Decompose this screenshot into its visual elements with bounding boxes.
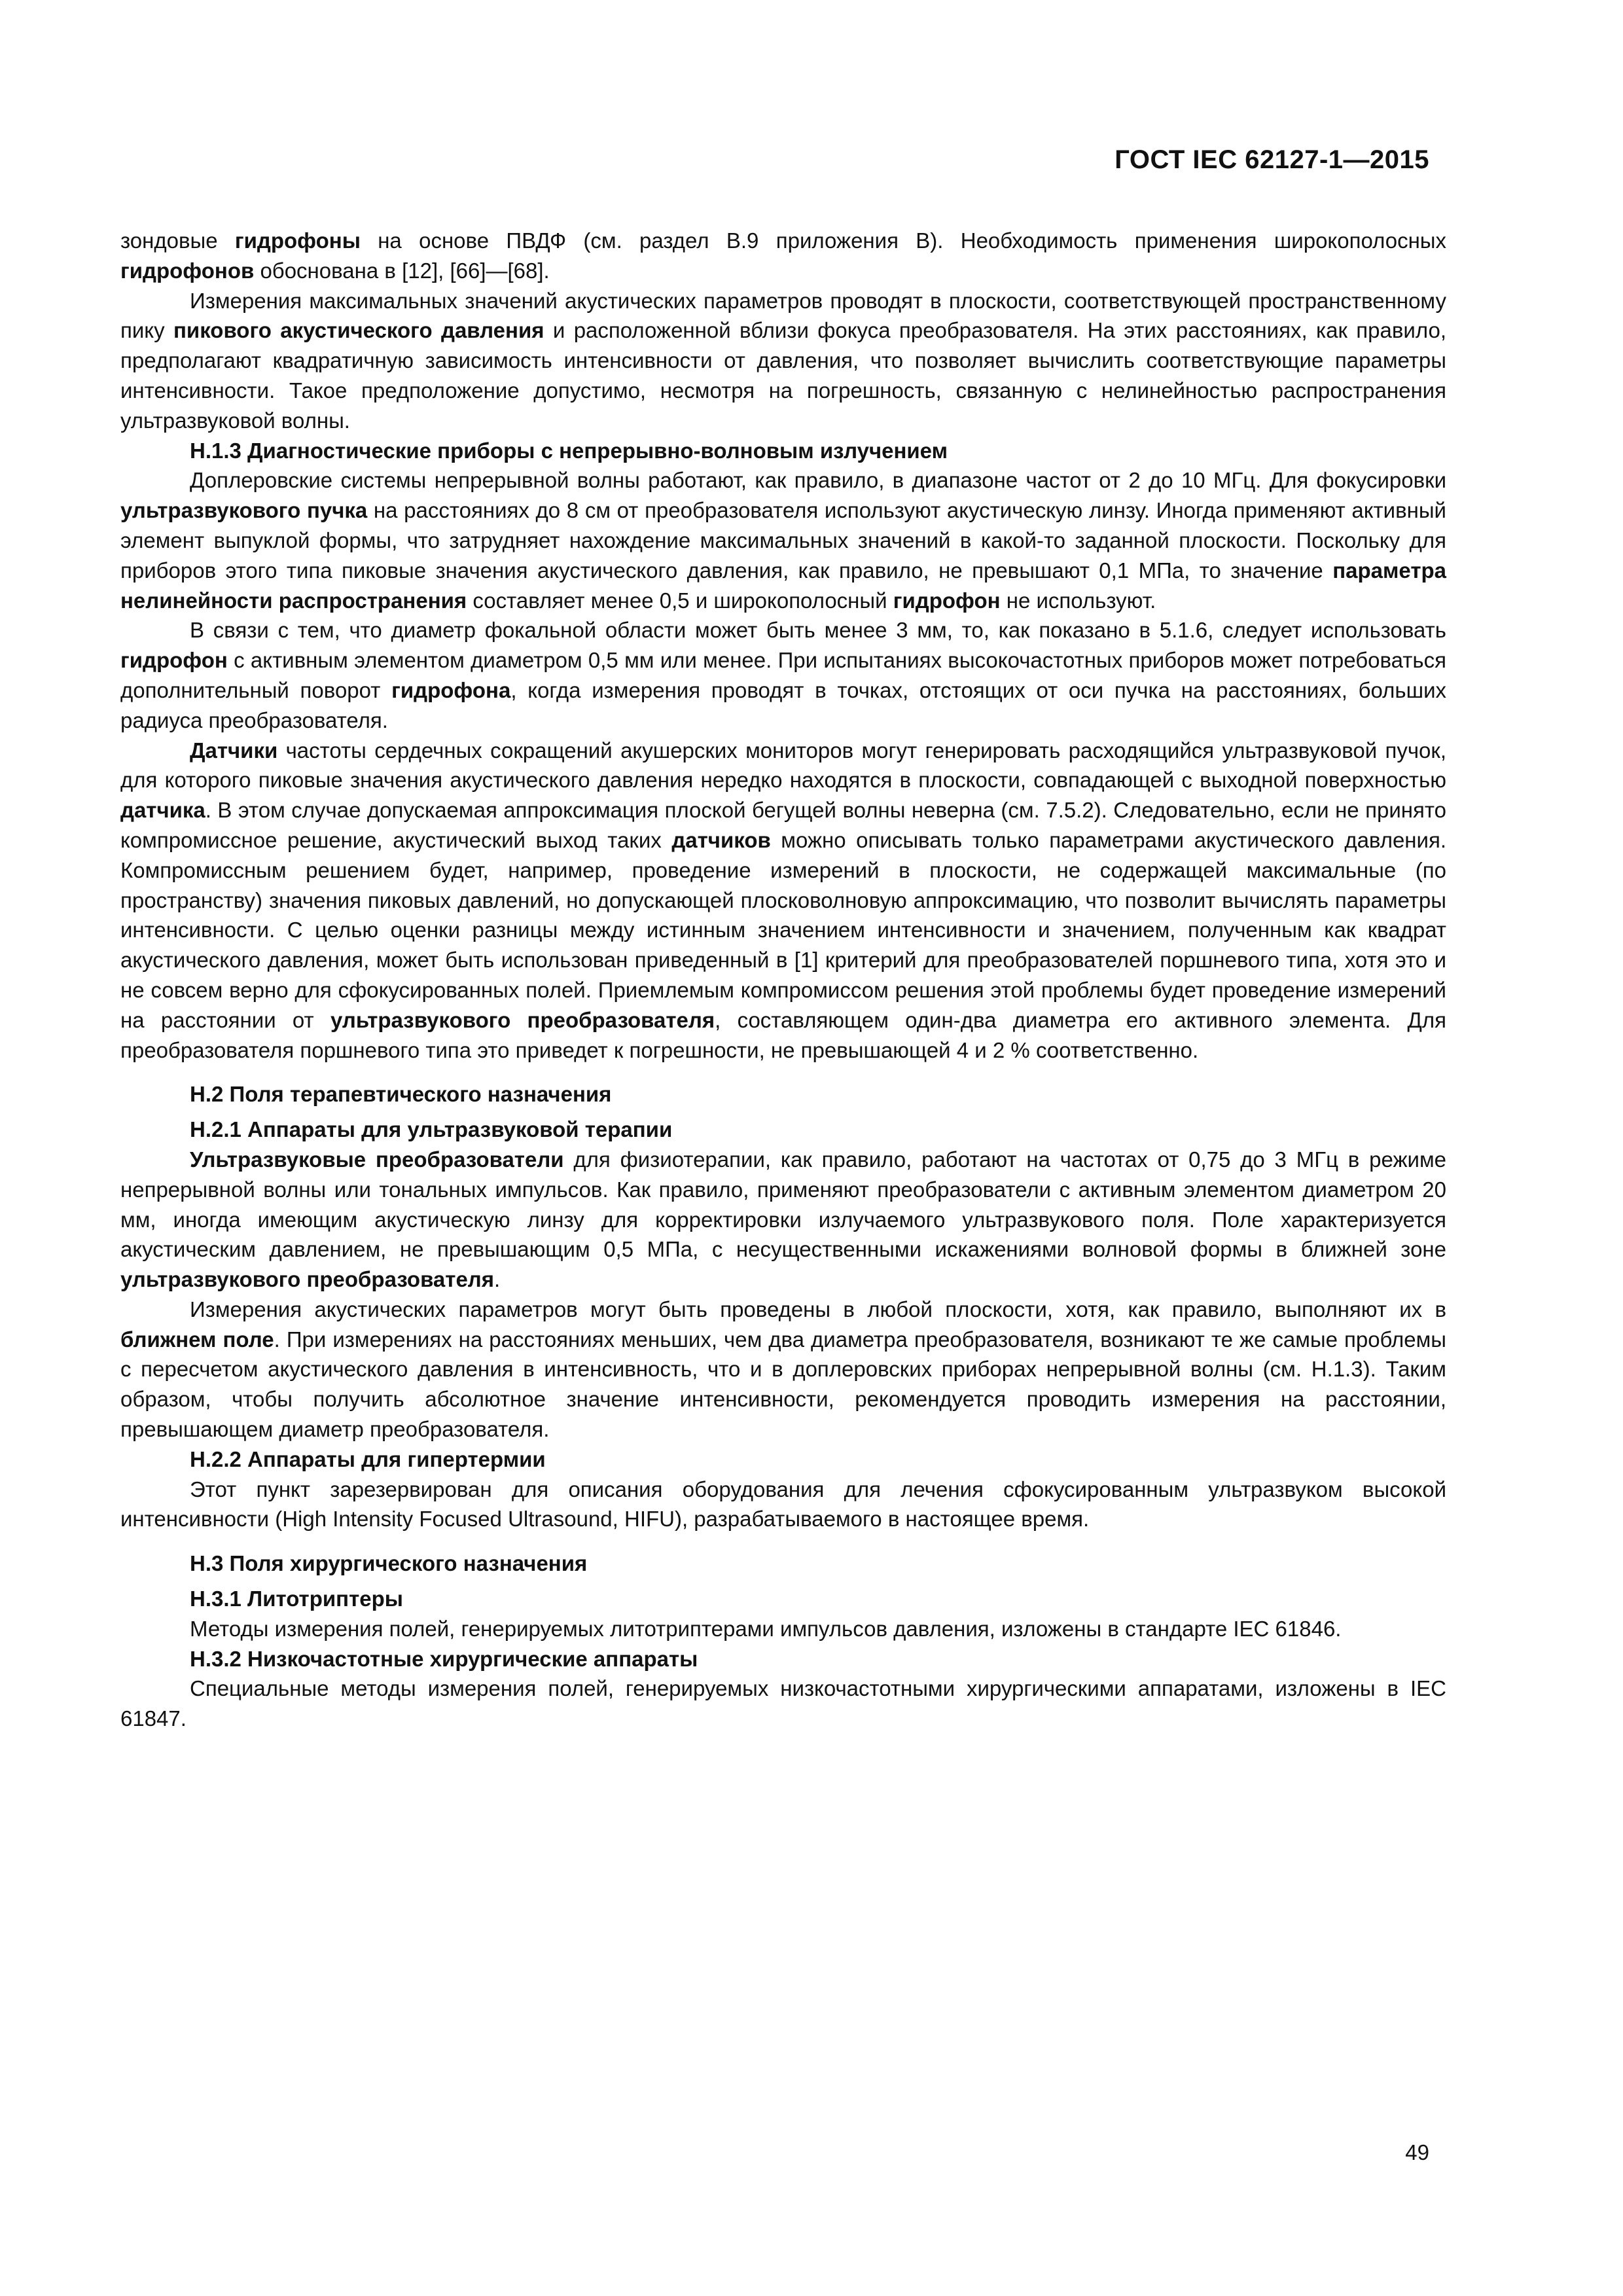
text-run: Измерения максимальных значений акустических параметров проводят в плоскости, соответствующей пространственному пику — [120, 288, 1446, 343]
page-number: 49 — [1405, 2140, 1429, 2164]
standard-header: ГОСТ IEC 62127-1—2015 — [1115, 145, 1429, 174]
bold-term: гидрофонов — [120, 258, 255, 283]
text-run: Доплеровские системы непрерывной волны работают, как правило, в диапазоне частот от 2 до 10 МГц. Для фокусировки — [190, 468, 1446, 493]
section-heading — [120, 1549, 1446, 1579]
section-heading — [120, 1584, 1446, 1614]
paragraph — [120, 1145, 1446, 1295]
text-run: В связи с тем, что диаметр фокальной области может быть менее 3 мм, то, как показано в 5.1.6, следует использовать — [190, 618, 1446, 643]
text-run: Н.3.2 Низкочастотные хирургические аппараты — [190, 1646, 698, 1671]
section-heading — [120, 1079, 1446, 1109]
section-heading — [120, 1444, 1446, 1475]
bold-term: Датчики — [190, 738, 278, 762]
text-run: с активным элементом диаметром 0,5 мм или менее. При испытаниях высокочастотных приборов может потребоваться дополнительный поворот — [120, 648, 1446, 702]
body-text — [120, 226, 1446, 1734]
text-run: Н.2 Поля терапевтического назначения — [190, 1082, 612, 1107]
text-run: на расстояниях до 8 см от преобразователя используют акустическую линзу. Иногда применяют активный элемент выпуклой формы, что затрудняет нахождение максимальных значений в какой-то заданной плоскости. Поскольку для приборов этого типа пиковые значения акустического давления, как правило, не превышают 0,1 МПа, то значение — [120, 498, 1446, 583]
paragraph — [120, 1614, 1446, 1644]
text-run: Специальные методы измерения полей, генерируемых низкочастотными хирургическими аппаратами, изложены в IEC 61847. — [120, 1676, 1446, 1731]
section-heading — [120, 1644, 1446, 1674]
bold-term: датчика — [120, 798, 205, 823]
paragraph — [120, 736, 1446, 1066]
paragraph — [120, 226, 1446, 286]
bold-term: ближнем поле — [120, 1327, 274, 1352]
bold-term: гидрофоны — [234, 228, 361, 253]
bold-term: гидрофон — [893, 588, 1001, 613]
text-run: Измерения акустических параметров могут быть проведены в любой плоскости, хотя, как правило, выполняют их в — [190, 1297, 1446, 1321]
text-run: не используют. — [1000, 588, 1156, 613]
text-run: Н.2.2 Аппараты для гипертермии — [190, 1446, 546, 1471]
paragraph — [120, 286, 1446, 436]
bold-term: ультразвукового преобразователя — [330, 1007, 715, 1032]
bold-term: пикового акустического давления — [173, 318, 544, 343]
paragraph — [120, 1674, 1446, 1734]
text-run: обоснована в [12], [66]—[68]. — [254, 258, 550, 283]
paragraph — [120, 615, 1446, 735]
text-run: Н.3.1 Литотриптеры — [190, 1587, 403, 1611]
text-run: на основе ПВДФ (см. раздел В.9 приложения В). Необходимость применения широкополосных — [360, 228, 1447, 253]
text-run: Методы измерения полей, генерируемых литотриптерами импульсов давления, изложены в стандарте IEC 61846. — [190, 1616, 1342, 1641]
bold-term: Ультразвуковые преобразователи — [190, 1147, 564, 1172]
text-run: и расположенной вблизи фокуса преобразователя. На этих расстояниях, как правило, предполагают квадратичную зависимость интенсивности от давления, что позволяет вычислить соответствующие параметры интенсивности. Такое предположение допустимо, несмотря на погрешность, связанную с нелинейностью распространения ультразвуковой волны. — [120, 318, 1446, 433]
text-run: Н.1.3 Диагностические приборы с непрерывно-волновым излучением — [190, 438, 948, 463]
text-run: , когда измерения проводят в точках, отстоящих от оси пучка на расстояниях, больших радиуса преобразователя. — [120, 677, 1446, 732]
paragraph — [120, 1475, 1446, 1535]
text-run: Н.3 Поля хирургического назначения — [190, 1551, 588, 1576]
text-run: . При измерениях на расстояниях меньших, чем два диаметра преобразователя, возникают те же самые проблемы с пересчетом акустического давления в интенсивность, что и в доплеровских приборах непрерывной волны (см. Н.1.3). Таким образом, чтобы получить абсолютное значение интенсивности, рекомендуется проводить измерения на расстоянии, превышающем диаметр преобразователя. — [120, 1327, 1446, 1442]
bold-term: ультразвукового пучка — [120, 498, 368, 523]
text-run: . — [494, 1267, 501, 1292]
text-run: для физиотерапии, как правило, работают на частотах от 0,75 до 3 МГц в режиме непрерывной волны или тональных импульсов. Как правило, применяют преобразователи с активным элементом диаметром 20 мм, иногда имеющим акустическую линзу для корректировки излучаемого ультразвукового поля. Поле характеризуется акустическим давлением, не превышающим 0,5 МПа, с несущественными искажениями волновой формы в ближней зоне — [120, 1147, 1446, 1262]
text-run: частоты сердечных сокращений акушерских мониторов могут генерировать расходящийся ультразвуковой пучок, для которого пиковые значения акустического давления нередко находятся в плоскости, совпадающей с выходной поверхностью — [120, 738, 1446, 793]
paragraph — [120, 465, 1446, 615]
text-run: составляет менее 0,5 и широкополосный — [467, 588, 893, 613]
section-heading — [120, 436, 1446, 466]
text-run: зондовые — [120, 228, 235, 253]
text-run: Этот пункт зарезервирован для описания оборудования для лечения сфокусированным ультразвуком высокой интенсивности (High Intensity Focused Ultrasound, HIFU), разрабатываемого в настоящее время. — [120, 1477, 1446, 1532]
bold-term: гидрофон — [120, 648, 228, 673]
bold-term: гидрофона — [391, 677, 511, 702]
text-run: . В этом случае допускаемая аппроксимация плоской бегущей волны неверна (см. 7.5.2). Следовательно, если не принято компромиссное решение, акустический выход таких — [120, 798, 1446, 852]
bold-term: датчиков — [671, 827, 771, 852]
paragraph — [120, 1295, 1446, 1444]
text-run: можно описывать только параметрами акустического давления. Компромиссным решением будет, например, проведение измерений в плоскости, не содержащей максимальные (по пространству) значения пиковых давлений, но допускающей плосковолновую аппроксимацию, что позволит вычислять параметры интенсивности. С целью оценки разницы между истинным значением интенсивности и значением, полученным как квадрат акустического давления, может быть использован приведенный в [1] критерий для преобразователей поршневого типа, хотя это и не совсем верно для сфокусированных полей. Приемлемым компромиссом решения этой проблемы будет проведение измерений на расстоянии от — [120, 827, 1447, 1032]
text-run: , составляющем один-два диаметра его активного элемента. Для преобразователя поршневого типа это приведет к погрешности, не превышающей 4 и 2 % соответственно. — [120, 1007, 1446, 1062]
text-run: Н.2.1 Аппараты для ультразвуковой терапии — [190, 1117, 673, 1142]
section-heading — [120, 1115, 1446, 1145]
bold-term: ультразвукового преобразователя — [120, 1267, 495, 1292]
bold-term: параметра нелинейности распространения — [120, 558, 1446, 613]
